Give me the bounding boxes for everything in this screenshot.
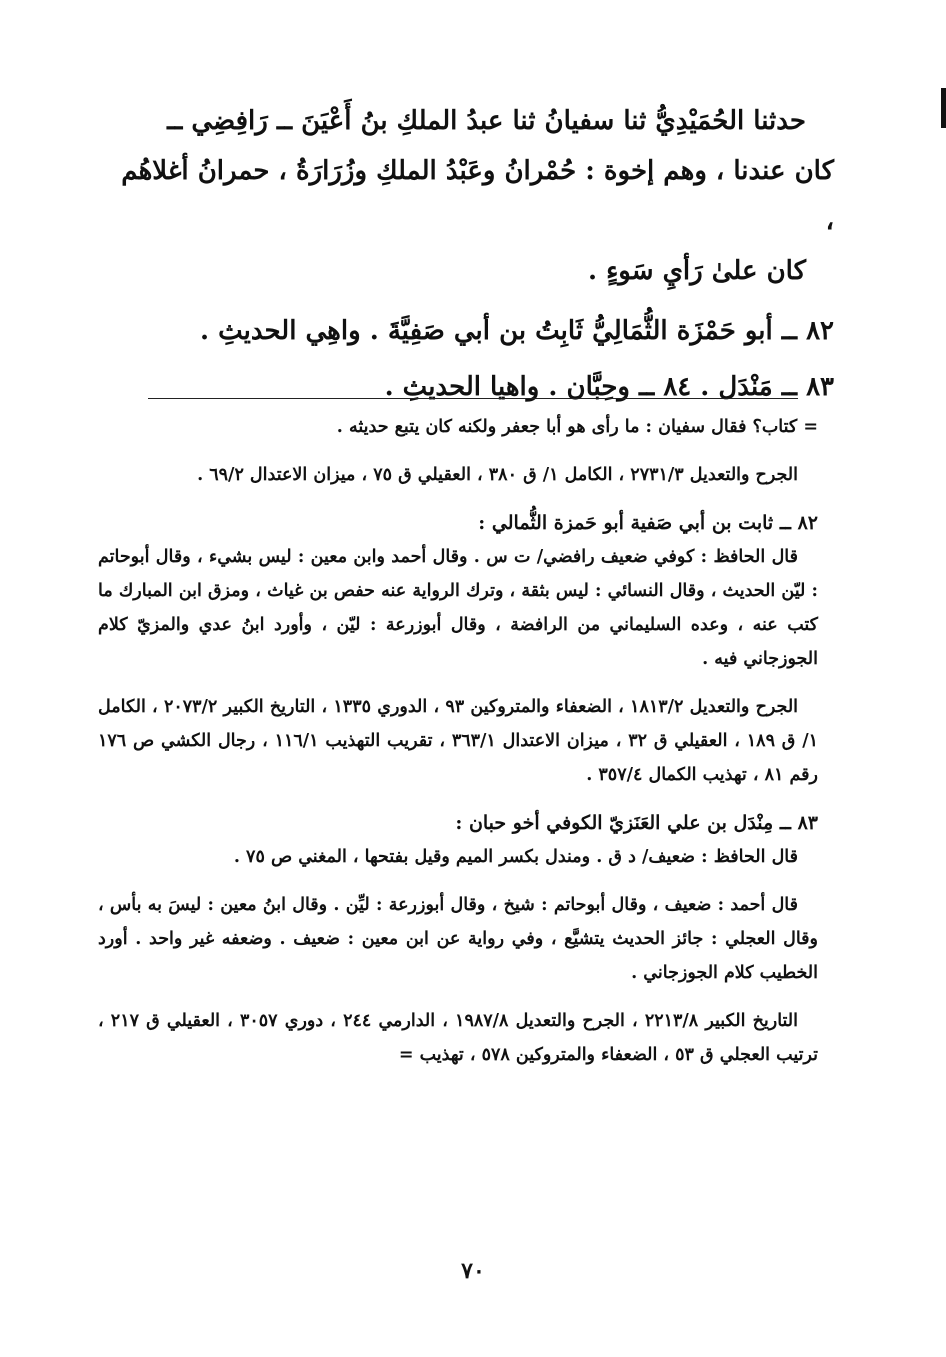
- main-line-2: كان عندنا ، وهم إخوة : حُمْرانُ وعَبْدُ الملكِ وزُرَارَةُ ، حمرانُ أغلاهُم ،: [121, 156, 834, 236]
- footnote-opinions-83: قال أحمد : ضعيف ، وقال أبوحاتم : شيخ ، وقال أبوزرعة : ليِّن . وقال ابنُ معين : ليسَ به بأس ، وقال العجلي : جائز الحديث يتشيَّع ، وفي رواية عن ابن معين : ضعيف . وضعفه غير واحد . أورد الخطيب كلام الجوزجاني .: [98, 895, 818, 983]
- main-line-1: حدثنا الحُمَيْدِيُّ ثنا سفيانُ ثنا عبدُ الملكِ بنُ أَعْيَنَ ــ رَافِضِي ــ: [167, 106, 806, 136]
- main-text: [110, 96, 834, 412]
- footnotes: [98, 410, 818, 1072]
- entry-82: ٨٢ ــ أبو حَمْزَة الثُّمَالِيُّ ثَابِتُ بن أبي صَفِيَّةَ . واهِي الحديثِ .: [200, 316, 834, 346]
- footnote-body-83: قال الحافظ : ضعيف/ د ق . ومندل بكسر الميم وقيل بفتحها ، المغني ص ٧٥ .: [233, 847, 798, 867]
- footnote-references-83: التاريخ الكبير ٢٢١٣/٨ ، الجرح والتعديل ١٩٨٧/٨ ، الدارمي ٢٤٤ ، دوري ٣٠٥٧ ، العقيلي ق ٢١٧ ، ترتيب العجلي ق ٥٣ ، الضعفاء والمتروكين ٥٧٨ ، تهذيب =: [98, 1011, 818, 1065]
- main-line-3: كان علىٰ رَأيِ سَوءٍ .: [587, 256, 806, 286]
- footnote-continuation: = كتاب؟ فقال سفيان : ما رأى هو أبا جعفر ولكنه كان يتبع حديثه .: [336, 417, 818, 437]
- footnote-references-82: الجرح والتعديل ١٨١٣/٢ ، الضعفاء والمتروكين ٩٣ ، الدوري ١٣٣٥ ، التاريخ الكبير ٢٠٧٣/٢ ، الكامل ١/ ق ١٨٩ ، العقيلي ق ٣٢ ، ميزان الاعتدال ٣٦٣/١ ، تقريب التهذيب ١١٦/١ ، رجال الكشي ص ١٧٦ رقم ٨١ ، تهذيب الكمال ٣٥٧/٤ .: [98, 697, 819, 785]
- footnote-body-82: قال الحافظ : كوفي ضعيف رافضي/ ت س . وقال أحمد وابن معين : ليس بشيء ، وقال أبوحاتم : ليّن الحديث ، وقال النسائي : ليس بثقة ، وترك الرواية عنه حفص بن غياث ، ومزق ابن المبارك ما كتب عنه ، وعده السليماني من الرافضة ، وقال أبوزرعة : ليّن ، وأورد ابنُ عدي والمزيّ كلام الجوزجاني فيه .: [98, 547, 818, 669]
- footnote-divider: [148, 398, 798, 399]
- page-number: ٧٠: [461, 1258, 485, 1284]
- footnote-references-81: الجرح والتعديل ٢٧٣١/٣ ، الكامل ١/ ق ٣٨٠ ، العقيلي ق ٧٥ ، ميزان الاعتدال ٦٩/٢ .: [197, 465, 798, 485]
- page-edge-mark: [941, 88, 946, 128]
- entry-83-84: ٨٣ ــ مَنْدَل . ٨٤ ــ وحِبَّان . واهيا الحديثِ .: [384, 372, 834, 402]
- footnote-heading-82: ٨٢ ــ ثابت بن أبي صَفية أبو حَمزة الثُّمالي :: [478, 512, 818, 534]
- footnote-heading-83: ٨٣ ــ مِنْدَل بن علي العَنَزيّ الكوفي أخو حبان :: [455, 812, 818, 834]
